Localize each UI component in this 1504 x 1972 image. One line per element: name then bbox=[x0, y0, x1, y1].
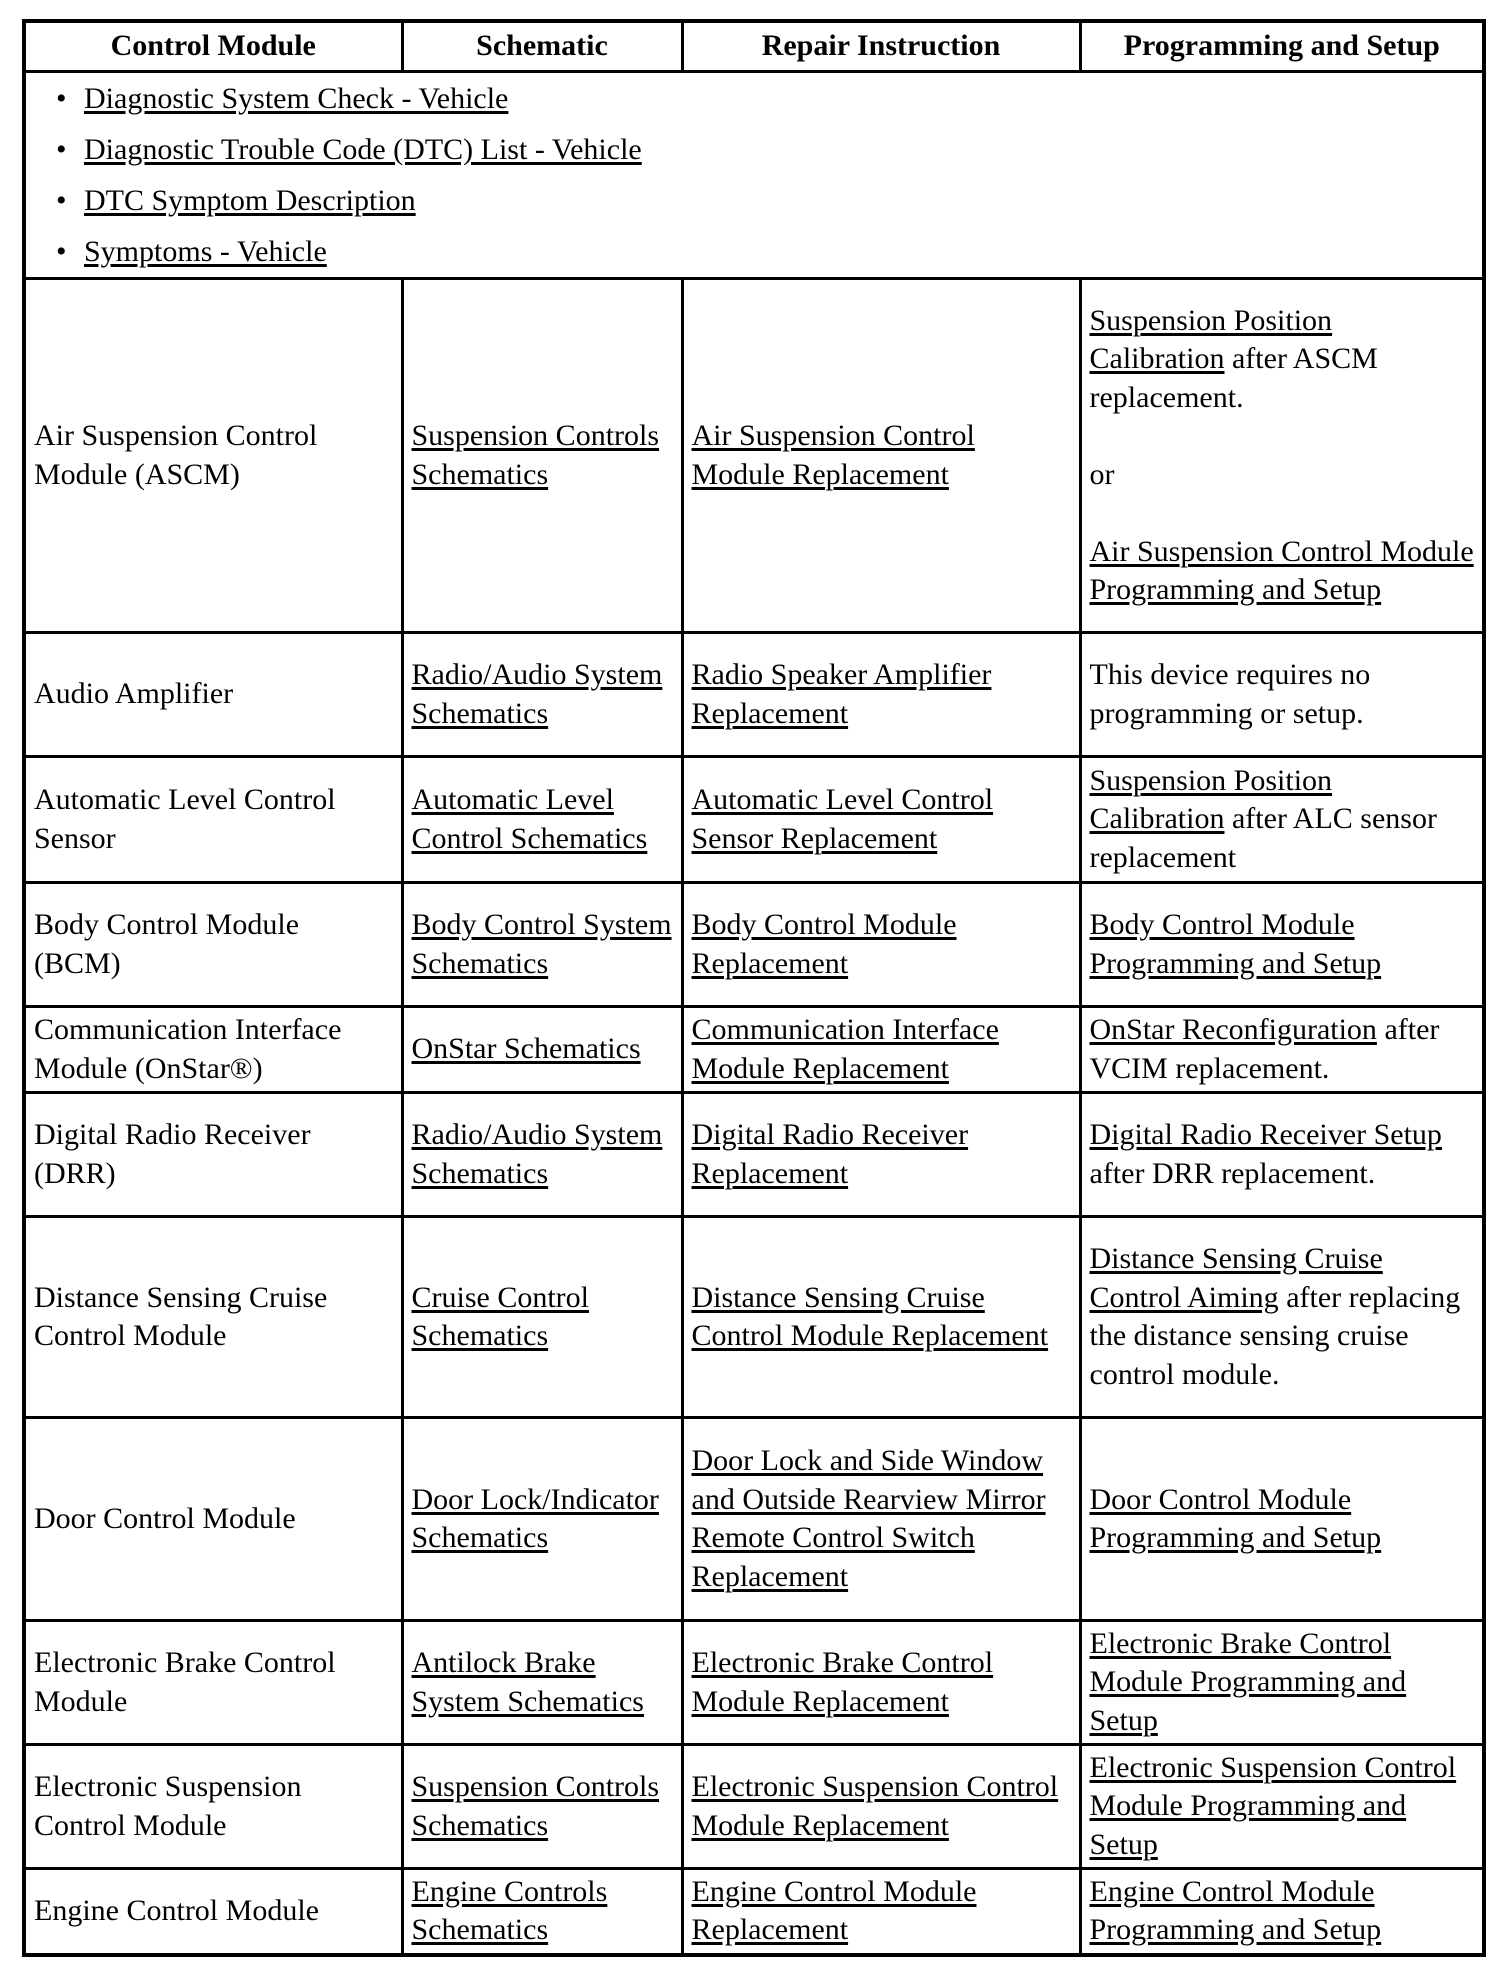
control-module-cell bbox=[24, 1007, 402, 1093]
programming-text: This device requires no programming or setup. bbox=[1089, 658, 1371, 730]
programming-paragraph bbox=[1090, 533, 1475, 610]
schematic-link[interactable]: Radio/Audio System Schematics bbox=[411, 1118, 663, 1190]
programming-setup-cell bbox=[1080, 1621, 1484, 1745]
programming-paragraph bbox=[1090, 906, 1475, 983]
programming-text: after ALC sensor replacement bbox=[1089, 802, 1437, 874]
header-schematic: Schematic bbox=[402, 21, 682, 72]
programming-link[interactable]: Electronic Brake Control Module Programming and Setup bbox=[1089, 1626, 1407, 1737]
programming-text: after replacing the distance sensing cruise control module. bbox=[1089, 1280, 1461, 1391]
repair-instruction-cell bbox=[682, 1418, 1080, 1621]
programming-link[interactable]: OnStar Reconfiguration bbox=[1089, 1013, 1377, 1046]
header-control-module: Control Module bbox=[24, 21, 402, 72]
programming-setup-cell bbox=[1080, 757, 1484, 883]
table-row bbox=[24, 757, 1484, 883]
programming-setup-cell bbox=[1080, 1745, 1484, 1869]
list-item bbox=[84, 175, 1474, 226]
control-module-cell bbox=[24, 279, 402, 633]
programming-paragraph bbox=[1090, 656, 1475, 733]
schematic-cell bbox=[402, 1418, 682, 1621]
programming-text: or bbox=[1089, 457, 1115, 491]
programming-setup-cell bbox=[1080, 1093, 1484, 1217]
programming-text: after DRR replacement. bbox=[1089, 1156, 1376, 1190]
schematic-cell bbox=[402, 1869, 682, 1955]
programming-setup-cell bbox=[1080, 1418, 1484, 1621]
control-module-name: Audio Amplifier bbox=[34, 677, 234, 711]
list-item bbox=[84, 73, 1474, 124]
schematic-cell bbox=[402, 1007, 682, 1093]
control-module-name: Communication Interface Module (OnStar®) bbox=[34, 1013, 342, 1085]
diagnostic-system-check-link[interactable]: Diagnostic System Check - Vehicle bbox=[84, 82, 509, 115]
repair-instruction-link[interactable]: Automatic Level Control Sensor Replacement bbox=[691, 783, 994, 855]
control-module-name: Digital Radio Receiver (DRR) bbox=[34, 1118, 311, 1190]
schematic-cell bbox=[402, 633, 682, 757]
programming-setup-cell bbox=[1080, 1007, 1484, 1093]
schematic-cell bbox=[402, 1745, 682, 1869]
repair-instruction-link[interactable]: Air Suspension Control Module Replacement bbox=[691, 419, 975, 491]
spacer bbox=[1090, 417, 1475, 456]
control-module-name: Electronic Suspension Control Module bbox=[34, 1770, 302, 1842]
header-row bbox=[24, 21, 1484, 72]
control-module-table bbox=[22, 19, 1486, 1957]
control-module-cell bbox=[24, 757, 402, 883]
schematic-link[interactable]: Radio/Audio System Schematics bbox=[411, 658, 663, 730]
programming-text: after VCIM replacement. bbox=[1089, 1013, 1440, 1085]
programming-paragraph bbox=[1090, 302, 1475, 418]
spacer bbox=[1090, 494, 1475, 533]
general-links-list bbox=[44, 73, 1474, 277]
programming-link[interactable]: Suspension Position Calibration bbox=[1089, 763, 1333, 836]
schematic-link[interactable]: Antilock Brake System Schematics bbox=[411, 1646, 644, 1718]
symptoms-vehicle-link[interactable]: Symptoms - Vehicle bbox=[84, 235, 327, 268]
programming-setup-cell bbox=[1080, 1869, 1484, 1955]
control-module-name: Body Control Module (BCM) bbox=[34, 908, 300, 980]
schematic-link[interactable]: Door Lock/Indicator Schematics bbox=[411, 1482, 659, 1554]
schematic-cell bbox=[402, 1217, 682, 1418]
table-row bbox=[24, 633, 1484, 757]
schematic-link[interactable]: Suspension Controls Schematics bbox=[411, 1770, 660, 1842]
schematic-cell bbox=[402, 1093, 682, 1217]
list-item bbox=[84, 226, 1474, 277]
table-row bbox=[24, 1093, 1484, 1217]
repair-instruction-link[interactable]: Body Control Module Replacement bbox=[691, 908, 957, 980]
repair-instruction-cell bbox=[682, 1093, 1080, 1217]
programming-setup-cell bbox=[1080, 279, 1484, 633]
programming-link[interactable]: Air Suspension Control Module Programming and Setup bbox=[1089, 534, 1474, 606]
repair-instruction-cell bbox=[682, 1217, 1080, 1418]
control-module-name: Engine Control Module bbox=[34, 1894, 319, 1927]
programming-paragraph bbox=[1090, 1625, 1475, 1741]
programming-text: after ASCM replacement. bbox=[1089, 342, 1378, 414]
general-links-row bbox=[24, 72, 1484, 279]
control-module-cell bbox=[24, 1745, 402, 1869]
schematic-cell bbox=[402, 883, 682, 1007]
programming-link[interactable]: Electronic Suspension Control Module Programming and Setup bbox=[1089, 1750, 1457, 1861]
control-module-name: Door Control Module bbox=[34, 1501, 296, 1535]
control-module-cell bbox=[24, 1093, 402, 1217]
repair-instruction-cell bbox=[682, 1869, 1080, 1955]
schematic-link[interactable]: Suspension Controls Schematics bbox=[411, 419, 660, 491]
programming-paragraph bbox=[1090, 1011, 1475, 1088]
programming-setup-cell bbox=[1080, 1217, 1484, 1418]
control-module-name: Air Suspension Control Module (ASCM) bbox=[34, 419, 318, 491]
schematic-link[interactable]: OnStar Schematics bbox=[411, 1032, 641, 1066]
programming-setup-cell bbox=[1080, 883, 1484, 1007]
table-row bbox=[24, 1745, 1484, 1869]
table-row bbox=[24, 883, 1484, 1007]
repair-instruction-cell bbox=[682, 883, 1080, 1007]
programming-paragraph bbox=[1090, 1749, 1475, 1865]
programming-paragraph bbox=[1090, 762, 1475, 878]
repair-instruction-link[interactable]: Distance Sensing Cruise Control Module Replacement bbox=[691, 1280, 1049, 1352]
repair-instruction-link[interactable]: Engine Control Module Replacement bbox=[691, 1874, 977, 1947]
repair-instruction-link[interactable]: Communication Interface Module Replacement bbox=[691, 1013, 999, 1085]
control-module-name: Automatic Level Control Sensor bbox=[34, 783, 336, 855]
repair-instruction-cell bbox=[682, 1621, 1080, 1745]
schematic-link[interactable]: Automatic Level Control Schematics bbox=[411, 783, 648, 855]
control-module-cell bbox=[24, 1621, 402, 1745]
control-module-cell bbox=[24, 883, 402, 1007]
repair-instruction-cell bbox=[682, 633, 1080, 757]
list-item bbox=[84, 124, 1474, 175]
programming-link[interactable]: Door Control Module Programming and Setup bbox=[1089, 1482, 1382, 1554]
general-links-cell bbox=[24, 72, 1484, 279]
schematic-cell bbox=[402, 1621, 682, 1745]
table-row bbox=[24, 1621, 1484, 1745]
table-row bbox=[24, 1217, 1484, 1418]
schematic-cell bbox=[402, 279, 682, 633]
header-repair-instruction: Repair Instruction bbox=[682, 21, 1080, 72]
programming-link[interactable]: Distance Sensing Cruise Control Aiming bbox=[1089, 1242, 1383, 1314]
repair-instruction-link[interactable]: Door Lock and Side Window and Outside Rearview Mirror Remote Control Switch Replacement bbox=[691, 1444, 1046, 1593]
programming-paragraph bbox=[1090, 1116, 1475, 1193]
repair-instruction-cell bbox=[682, 279, 1080, 633]
schematic-cell bbox=[402, 757, 682, 883]
control-module-cell bbox=[24, 1217, 402, 1418]
programming-paragraph bbox=[1090, 1481, 1475, 1558]
control-module-cell bbox=[24, 633, 402, 757]
repair-instruction-link[interactable]: Radio Speaker Amplifier Replacement bbox=[691, 658, 992, 730]
dtc-list-link[interactable]: Diagnostic Trouble Code (DTC) List - Vehicle bbox=[84, 133, 642, 166]
programming-paragraph bbox=[1090, 1873, 1475, 1950]
control-module-cell bbox=[24, 1869, 402, 1955]
header-programming-setup: Programming and Setup bbox=[1080, 21, 1484, 72]
programming-link[interactable]: Suspension Position Calibration bbox=[1089, 303, 1333, 375]
repair-instruction-cell bbox=[682, 1745, 1080, 1869]
control-module-name: Distance Sensing Cruise Control Module bbox=[34, 1280, 328, 1352]
programming-link[interactable]: Engine Control Module Programming and Setup bbox=[1089, 1874, 1382, 1947]
programming-link[interactable]: Body Control Module Programming and Setup bbox=[1089, 908, 1382, 980]
schematic-link[interactable]: Cruise Control Schematics bbox=[411, 1280, 589, 1352]
table-row bbox=[24, 279, 1484, 633]
table-row bbox=[24, 1869, 1484, 1955]
table-row bbox=[24, 1418, 1484, 1621]
programming-setup-cell bbox=[1080, 633, 1484, 757]
schematic-link[interactable]: Engine Controls Schematics bbox=[411, 1874, 608, 1947]
control-module-cell bbox=[24, 1418, 402, 1621]
repair-instruction-link[interactable]: Digital Radio Receiver Replacement bbox=[691, 1118, 969, 1190]
table-row bbox=[24, 1007, 1484, 1093]
programming-paragraph bbox=[1090, 456, 1475, 495]
repair-instruction-cell bbox=[682, 1007, 1080, 1093]
repair-instruction-link[interactable]: Electronic Brake Control Module Replacement bbox=[691, 1646, 994, 1718]
programming-link[interactable]: Digital Radio Receiver Setup bbox=[1089, 1118, 1442, 1151]
control-module-name: Electronic Brake Control Module bbox=[34, 1646, 336, 1718]
programming-paragraph bbox=[1090, 1240, 1475, 1394]
schematic-link[interactable]: Body Control System Schematics bbox=[411, 908, 672, 980]
dtc-symptom-description-link[interactable]: DTC Symptom Description bbox=[84, 184, 416, 217]
repair-instruction-cell bbox=[682, 757, 1080, 883]
repair-instruction-link[interactable]: Electronic Suspension Control Module Replacement bbox=[691, 1770, 1059, 1842]
